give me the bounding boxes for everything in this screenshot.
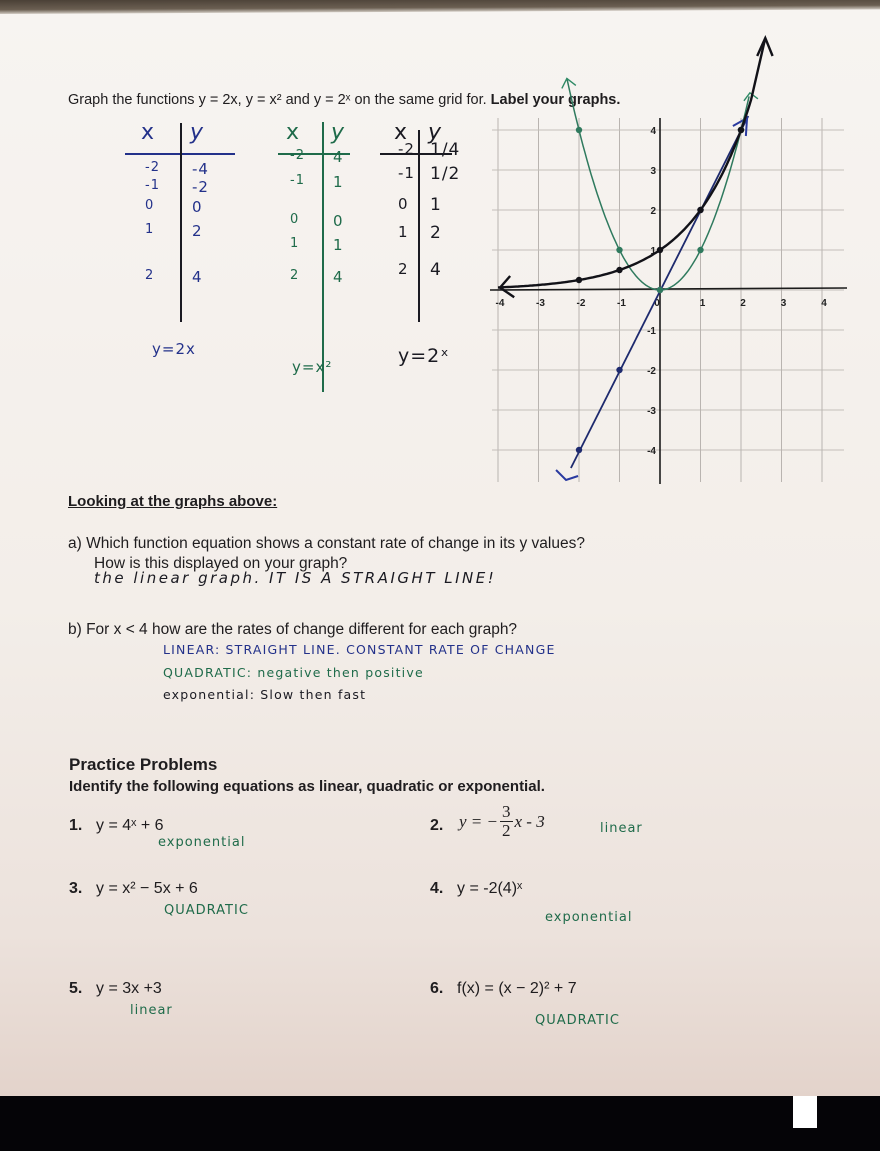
x-tick-label: 2 (740, 298, 746, 309)
x-tick-label: -2 (576, 298, 586, 309)
table-cell-y: 2 (430, 223, 442, 243)
data-point (576, 127, 582, 133)
table-cell-x: 2 (145, 268, 155, 283)
table-cell-y: 2 (192, 222, 203, 240)
table-header-y: y (428, 120, 443, 145)
data-point (657, 287, 663, 293)
table-cell-x: -2 (398, 140, 415, 158)
table-header-x: x (394, 120, 409, 145)
table-cell-y: 1 (333, 173, 344, 191)
table-cell-x: 0 (145, 198, 155, 213)
table-cell-y: 4 (192, 268, 203, 286)
table-cell-y: 4 (333, 148, 344, 166)
data-point (738, 127, 744, 133)
equation-prefix: y = − (459, 811, 498, 831)
table-header-y: y (331, 120, 346, 145)
data-point (697, 247, 703, 253)
answer-a: the linear graph. IT IS A STRAIGHT LINE! (94, 569, 497, 587)
y-tick-label: -2 (647, 366, 656, 377)
table-function-label: y=2ˣ (398, 345, 450, 367)
table-cell-x: -1 (145, 178, 160, 193)
fraction-denominator: 2 (502, 821, 511, 840)
y-tick-label: -3 (647, 406, 656, 417)
answer-b-line: QUADRATIC: negative then positive (163, 665, 424, 680)
data-point (657, 247, 663, 253)
y-tick-label: 1 (650, 246, 656, 257)
table-cell-x: 0 (398, 195, 409, 213)
y-tick-label: 3 (650, 166, 656, 177)
table-header-x: x (286, 120, 301, 145)
problem-answer: QUADRATIC (535, 1013, 620, 1028)
problem-answer: QUADRATIC (164, 903, 249, 918)
answer-b-line: LINEAR: STRAIGHT LINE. CONSTANT RATE OF CHANGE (163, 642, 556, 657)
instruction-bold: Label your graphs. (490, 92, 621, 108)
cursor-marker (793, 1096, 817, 1128)
table-cell-x: 2 (398, 260, 409, 278)
table-cell-x: 0 (290, 212, 300, 227)
table-cell-y: 1/2 (430, 164, 461, 184)
y-tick-label: -1 (647, 326, 656, 337)
table-cell-y: 0 (333, 212, 344, 230)
x-tick-label: -4 (495, 298, 505, 309)
table-cell-x: -1 (398, 164, 415, 182)
table-cell-y: -4 (192, 160, 209, 178)
practice-subtitle: Identify the following equations as linear, quadratic or exponential. (69, 778, 545, 795)
problem-number: 6. (430, 980, 444, 997)
table-header-y: y (190, 120, 205, 145)
x-tick-label: 4 (821, 298, 827, 309)
x-tick-label: 1 (699, 298, 706, 309)
x-tick-label: -3 (536, 298, 545, 309)
data-point (616, 367, 622, 373)
table-cell-x: 1 (398, 223, 409, 241)
table-cell-x: -2 (290, 148, 305, 163)
problem-number: 2. (430, 817, 444, 834)
problem-equation (459, 803, 545, 840)
problem-equation: y = 4ˣ + 6 (96, 817, 164, 834)
section-heading: Looking at the graphs above: (68, 493, 278, 510)
table-header-x: x (141, 120, 156, 145)
table-cell-y: 0 (192, 198, 203, 216)
table-cell-x: 1 (290, 236, 300, 251)
table-cell-x: -2 (145, 160, 160, 175)
table-cell-x: -1 (290, 173, 305, 188)
question-a-line1: a) Which function equation shows a constant rate of change in its y values? (68, 535, 585, 552)
table-function-label: y=x² (292, 358, 333, 376)
problem-answer: linear (600, 821, 643, 836)
table-cell-x: 2 (290, 268, 300, 283)
problem-number: 1. (69, 817, 83, 834)
y-tick-label: 4 (650, 126, 656, 137)
table-cell-y: 1 (333, 236, 344, 254)
problem-equation: y = 3x +3 (96, 980, 162, 997)
table-cell-y: 1/4 (430, 140, 461, 160)
problem-answer: linear (130, 1003, 173, 1018)
x-tick-label: 0 (654, 298, 660, 309)
x-tick-label: 3 (780, 298, 787, 309)
data-point (576, 447, 582, 453)
x-tick-label: -1 (617, 298, 626, 309)
problem-equation: f(x) = (x − 2)² + 7 (457, 980, 577, 997)
arrowhead-icon (556, 470, 578, 480)
problem-number: 4. (430, 880, 444, 897)
arrowhead-icon (757, 38, 772, 56)
problem-answer: exponential (158, 835, 246, 850)
curve-y-x-squared (567, 78, 749, 290)
problem-equation: y = -2(4)ˣ (457, 880, 523, 897)
equation-suffix: x - 3 (514, 811, 545, 831)
problem-number: 5. (69, 980, 83, 997)
table-cell-y: 1 (430, 195, 442, 215)
table-cell-y: 4 (333, 268, 344, 286)
practice-title: Practice Problems (69, 755, 218, 774)
problem-equation: y = x² − 5x + 6 (96, 880, 198, 897)
question-b-line1: b) For x < 4 how are the rates of change different for each graph? (68, 621, 518, 638)
fraction (500, 803, 513, 840)
table-cell-y: -2 (192, 178, 209, 196)
instruction-plain: Graph the functions y = 2x, y = x² and y = 2ˣ on the same grid for. (68, 92, 487, 108)
table-function-label: y=2x (152, 340, 196, 358)
answer-b-line: exponential: Slow then fast (163, 687, 367, 702)
fraction-numerator: 3 (502, 802, 511, 821)
y-tick-label: 2 (650, 206, 656, 217)
table-cell-x: 1 (145, 222, 155, 237)
data-point (697, 207, 703, 213)
problem-number: 3. (69, 880, 83, 897)
table-cell-y: 4 (430, 260, 442, 280)
y-tick-label: -4 (647, 446, 656, 457)
problem-answer: exponential (545, 910, 633, 925)
data-point (616, 247, 622, 253)
question-a-line2: How is this displayed on your graph? (94, 555, 348, 572)
data-point (616, 267, 622, 273)
data-point (576, 277, 582, 283)
